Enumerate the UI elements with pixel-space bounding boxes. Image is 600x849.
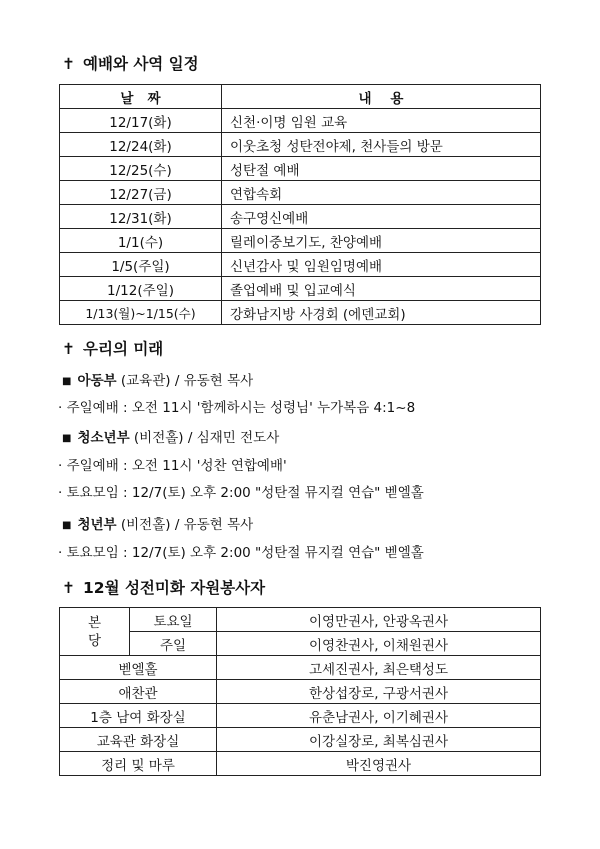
schedule-date: 1/13(월)~1/15(수) [60,301,222,325]
table-row [60,301,541,325]
volunteer-place: 교육관 화장실 [60,728,217,752]
table-row [60,205,541,229]
dept-heading-children [62,369,253,389]
square-bullet-icon: ■ [62,520,72,531]
dept-heading-youth [62,426,279,446]
table-row [60,253,541,277]
schedule-date: 12/27(금) [60,181,222,205]
volunteer-place: 벧엘홀 [60,656,217,680]
dept-name: 아동부 [77,373,117,389]
volunteers-title-text: 12월 성전미화 자원봉사자 [83,579,266,597]
schedule-date: 1/5(주일) [60,253,222,277]
table-row [60,656,541,680]
dept-detail: (비전홀) / 심재민 전도사 [129,430,280,446]
table-row [60,277,541,301]
volunteer-names: 한상섭장로, 구광서권사 [217,680,541,704]
schedule-content: 릴레이중보기도, 찬양예배 [222,229,541,253]
schedule-date: 12/25(수) [60,157,222,181]
volunteers-section-title [62,576,265,598]
dept-name: 청소년부 [77,430,130,446]
schedule-date: 12/24(화) [60,133,222,157]
square-bullet-icon: ■ [62,376,72,387]
schedule-content: 강화남지방 사경회 (에덴교회) [222,301,541,325]
dept-heading-young-adults [62,513,253,533]
schedule-content: 연합속회 [222,181,541,205]
dept-info-line: · 토요모임 : 12/7(토) 오후 2:00 "성탄절 뮤지컬 연습" 벧엘홀 [58,545,424,561]
cross-icon: ✝ [62,55,75,73]
table-row [60,632,541,656]
table-row [60,181,541,205]
table-row [60,133,541,157]
table-row [60,680,541,704]
schedule-content: 신천·이명 임원 교육 [222,109,541,133]
dept-info-line: · 주일예배 : 오전 11시 '성찬 연합예배' [58,458,287,474]
table-row [60,229,541,253]
schedule-content: 성탄절 예배 [222,157,541,181]
future-section-title [62,337,163,359]
volunteer-names: 고세진권사, 최은택성도 [217,656,541,680]
schedule-table [59,84,541,325]
table-row [60,752,541,776]
schedule-content: 졸업예배 및 입교예식 [222,277,541,301]
future-title-text: 우리의 미래 [83,340,164,358]
date-column-header: 날 짜 [60,85,222,109]
volunteer-names: 이영만권사, 안광옥권사 [217,608,541,632]
volunteer-place: 애찬관 [60,680,217,704]
volunteer-place: 정리 및 마루 [60,752,217,776]
volunteer-place: 1층 남여 화장실 [60,704,217,728]
table-row [60,157,541,181]
volunteer-table [59,607,541,776]
dept-detail: (비전홀) / 유동현 목사 [116,517,254,533]
cross-icon: ✝ [62,340,75,358]
dept-detail: (교육관) / 유동현 목사 [116,373,254,389]
main-sanctuary-label: 본 당 [60,608,130,656]
schedule-date: 1/1(수) [60,229,222,253]
dept-info-line: · 토요모임 : 12/7(토) 오후 2:00 "성탄절 뮤지컬 연습" 벧엘홀 [58,485,424,501]
schedule-content: 신년감사 및 임원임명예배 [222,253,541,277]
volunteer-place: 토요일 [130,608,217,632]
schedule-date: 1/12(주일) [60,277,222,301]
schedule-content: 송구영신예배 [222,205,541,229]
schedule-content: 이웃초청 성탄전야제, 천사들의 방문 [222,133,541,157]
volunteer-names: 유춘남권사, 이기혜권사 [217,704,541,728]
content-column-header: 내 용 [222,85,541,109]
volunteer-names: 박진영권사 [217,752,541,776]
table-row [60,728,541,752]
schedule-section-title [62,52,199,74]
schedule-header-row [60,85,541,109]
volunteer-names: 이강실장로, 최복심권사 [217,728,541,752]
schedule-date: 12/31(화) [60,205,222,229]
dept-info-line: · 주일예배 : 오전 11시 '함께하시는 성령님' 누가복음 4:1~8 [58,400,416,416]
dept-name: 청년부 [77,517,117,533]
table-row [60,704,541,728]
volunteer-names: 이영찬권사, 이채원권사 [217,632,541,656]
volunteer-place: 주일 [130,632,217,656]
cross-icon: ✝ [62,579,75,597]
square-bullet-icon: ■ [62,433,72,444]
schedule-date: 12/17(화) [60,109,222,133]
schedule-title-text: 예배와 사역 일정 [83,55,199,73]
table-row [60,608,541,632]
table-row [60,109,541,133]
